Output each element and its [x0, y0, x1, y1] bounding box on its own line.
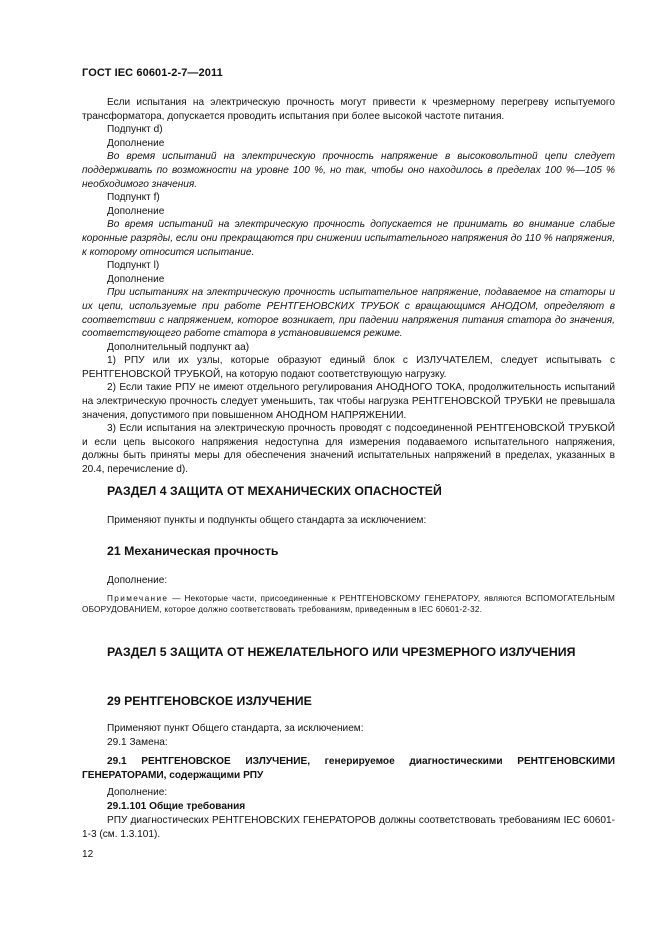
paragraph: Если испытания на электрическую прочность могут привести к чрезмерному перегреву испытуемого трансформатора, допускается проводить испытания при более высокой частоте питания.	[82, 97, 615, 122]
section-4-text: Применяют пункты и подпункты общего стандарта за исключением:	[107, 515, 427, 526]
page-number: 12	[82, 849, 94, 860]
clause-29-line3: Дополнение:	[107, 787, 168, 798]
paragraph: Дополнение	[107, 205, 165, 217]
paragraph-italic: Во время испытаний на электрическую прочность допускается не принимать во внимание слабые коронные разряды, если они прекращаются при снижении испытательного напряжения до 110 % напряжения, к которому относится испытание.	[82, 219, 615, 258]
paragraph-italic: Во время испытаний на электрическую прочность напряжение в высоковольтной цепи следует поддерживать по возможности на уровне 100 %, но так, чтобы оно находилось в пределах 100 %—105 % необходимого значения.	[82, 151, 615, 190]
paragraph: Дополнение	[107, 137, 165, 149]
clause-29-1-bold: 29.1 РЕНТГЕНОВСКОЕ ИЗЛУЧЕНИЕ, генерируемое диагностическими РЕНТГЕНОВСКИМИ ГЕНЕРАТОРАМИ, содержащими РПУ	[82, 756, 615, 781]
note	[82, 593, 615, 615]
paragraph: Подпункт d)	[107, 124, 163, 136]
paragraph: Подпункт l)	[107, 260, 160, 272]
paragraph: 1) РПУ или их узлы, которые образуют единый блок с ИЗЛУЧАТЕЛЕМ, следует испытывать с РЕНТГЕНОВСКОЙ ТРУБКОЙ, на которую подают соответствующую нагрузку.	[82, 355, 615, 380]
section-4-heading: РАЗДЕЛ 4 ЗАЩИТА ОТ МЕХАНИЧЕСКИХ ОПАСНОСТЕЙ	[107, 484, 442, 498]
paragraph: Дополнение	[107, 273, 165, 285]
note-label: Примечание	[107, 594, 169, 603]
paragraph: Дополнительный подпункт аа)	[107, 341, 250, 353]
clause-29-1-101-heading: 29.1.101 Общие требования	[107, 801, 246, 812]
clause-21-text: Дополнение:	[107, 575, 168, 586]
clause-21-heading: 21 Механическая прочность	[107, 544, 279, 558]
note-text: — Некоторые части, присоединенные к РЕНТГЕНОВСКОМУ ГЕНЕРАТОРУ, являются ВСПОМОГАТЕЛЬНЫМ ОБОРУДОВАНИЕМ, которое должно соответствовать требованиям, приведенным в IEC 60601-2-32.	[82, 594, 615, 614]
paragraph: 3) Если испытания на электрическую прочность проводят с подсоединенной РЕНТГЕНОВСКОЙ ТРУБКОЙ и если цепь высокого напряжения недоступна для измерения подаваемого испытательного напряжения, должны быть приняты меры для обеспечения значений испытательных напряжений в пределах, указанных в 20.4, перечисление d).	[82, 423, 615, 476]
paragraph: 2) Если такие РПУ не имеют отдельного регулирования АНОДНОГО ТОКА, продолжительность испытаний на электрическую прочность следует уменьшить, так чтобы нагрузка РЕНТГЕНОВСКОЙ ТРУБКИ не превышала значения, допустимого при повышенном АНОДНОМ НАПРЯЖЕНИИ.	[82, 382, 615, 421]
clause-29-heading: 29 РЕНТГЕНОВСКОЕ ИЗЛУЧЕНИЕ	[107, 694, 312, 708]
paragraph-italic: При испытаниях на электрическую прочность испытательное напряжение, подаваемое на статоры и их цепи, используемые при работе РЕНТГЕНОВСКИХ ТРУБОК с вращающимся АНОДОМ, определяют в соответствии с напряжением, которое возникает, при падении напряжения питания статора до значения, соответствующего работе статора в установившемся режиме.	[82, 287, 615, 340]
paragraph: Подпункт f)	[107, 192, 160, 204]
body-text-top	[82, 96, 615, 477]
clause-29-1-101-text: РПУ диагностических РЕНТГЕНОВСКИХ ГЕНЕРАТОРОВ должны соответствовать требованиям IEC 60601-1-3 (см. 1.3.101).	[82, 815, 615, 840]
section-5-heading: РАЗДЕЛ 5 ЗАЩИТА ОТ НЕЖЕЛАТЕЛЬНОГО ИЛИ ЧРЕЗМЕРНОГО ИЗЛУЧЕНИЯ	[107, 645, 576, 659]
document-header: ГОСТ IEC 60601-2-7—2011	[82, 67, 223, 79]
clause-29-line1: Применяют пункт Общего стандарта, за исключением:	[107, 723, 364, 734]
clause-29-line2: 29.1 Замена:	[107, 737, 168, 748]
